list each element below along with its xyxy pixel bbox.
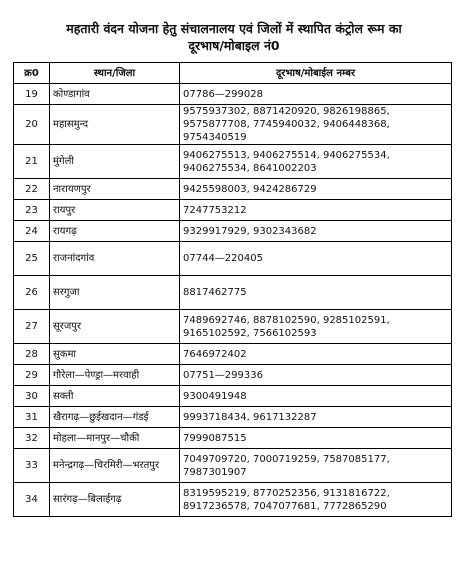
district-cell: मुंगेली [50, 145, 180, 179]
document-title [0, 20, 468, 54]
serial-no-cell: 29 [14, 365, 50, 386]
serial-no-cell: 34 [14, 483, 50, 517]
serial-no-cell: 27 [14, 310, 50, 344]
serial-no-cell: 21 [14, 145, 50, 179]
district-cell: राजनांदगांव [50, 242, 180, 276]
phone-cell: 8817462775 [180, 276, 452, 310]
serial-no-cell: 26 [14, 276, 50, 310]
table-row [14, 449, 452, 483]
phone-cell: 7646972402 [180, 344, 452, 365]
district-cell: खैरागढ़—छुईखदान—गंडई [50, 407, 180, 428]
district-cell: सुकमा [50, 344, 180, 365]
table-row [14, 386, 452, 407]
phone-cell: 7999087515 [180, 428, 452, 449]
phone-cell: 7049709720, 7000719259, 7587085177, 7987301907 [180, 449, 452, 483]
table-row [14, 105, 452, 145]
table-row [14, 310, 452, 344]
district-cell: सरगुजा [50, 276, 180, 310]
district-cell: सारंगढ़—बिलाईगढ़ [50, 483, 180, 517]
table-row [14, 276, 452, 310]
title-line-2: दूरभाष/मोबाइल नं0 [188, 38, 280, 53]
table-row [14, 145, 452, 179]
district-cell: सूरजपुर [50, 310, 180, 344]
header-district: स्थान/जिला [50, 63, 180, 84]
phone-cell: 9300491948 [180, 386, 452, 407]
serial-no-cell: 20 [14, 105, 50, 145]
phone-cell: 9329917929, 9302343682 [180, 221, 452, 242]
district-cell: रायपुर [50, 200, 180, 221]
serial-no-cell: 23 [14, 200, 50, 221]
district-cell: कोण्डागांव [50, 84, 180, 105]
serial-no-cell: 22 [14, 179, 50, 200]
serial-no-cell: 28 [14, 344, 50, 365]
table-row [14, 84, 452, 105]
table-row [14, 179, 452, 200]
table-row [14, 242, 452, 276]
phone-cell: 9993718434, 9617132287 [180, 407, 452, 428]
table-row [14, 200, 452, 221]
table-row [14, 221, 452, 242]
phone-cell: 7247753212 [180, 200, 452, 221]
serial-no-cell: 25 [14, 242, 50, 276]
district-cell: मनेन्द्रगढ़—चिरमिरी—भरतपुर [50, 449, 180, 483]
phone-cell: 8319595219, 8770252356, 9131816722, 8917236578, 7047077681, 7772865290 [180, 483, 452, 517]
district-cell: गौरेला—पेण्ड्रा—मरवाही [50, 365, 180, 386]
phone-cell: 07744—220405 [180, 242, 452, 276]
header-phone: दूरभाष/मोबाईल नम्बर [180, 63, 452, 84]
phone-cell: 7489692746, 8878102590, 9285102591, 9165102592, 7566102593 [180, 310, 452, 344]
district-cell: रायगढ़ [50, 221, 180, 242]
table-row [14, 428, 452, 449]
table-header-row [14, 63, 452, 84]
control-room-table [13, 62, 452, 517]
district-cell: मोहला—मानपुर—चौकी [50, 428, 180, 449]
table-row [14, 483, 452, 517]
table-row [14, 344, 452, 365]
serial-no-cell: 31 [14, 407, 50, 428]
header-serial-no: क्र0 [14, 63, 50, 84]
table-row [14, 407, 452, 428]
table-row [14, 365, 452, 386]
phone-cell: 07751—299336 [180, 365, 452, 386]
phone-cell: 9575937302, 8871420920, 9826198865, 9575877708, 7745940032, 9406448368, 9754340519 [180, 105, 452, 145]
serial-no-cell: 24 [14, 221, 50, 242]
phone-cell: 9425598003, 9424286729 [180, 179, 452, 200]
serial-no-cell: 32 [14, 428, 50, 449]
title-line-1: महतारी वंदन योजना हेतु संचालनालय एवं जिलों में स्थापित कंट्रोल रूम का [66, 21, 402, 36]
district-cell: महासमुन्द [50, 105, 180, 145]
district-cell: सक्ती [50, 386, 180, 407]
phone-cell: 07786—299028 [180, 84, 452, 105]
district-cell: नारायणपुर [50, 179, 180, 200]
serial-no-cell: 33 [14, 449, 50, 483]
serial-no-cell: 30 [14, 386, 50, 407]
serial-no-cell: 19 [14, 84, 50, 105]
phone-cell: 9406275513, 9406275514, 9406275534, 9406275534, 8641002203 [180, 145, 452, 179]
